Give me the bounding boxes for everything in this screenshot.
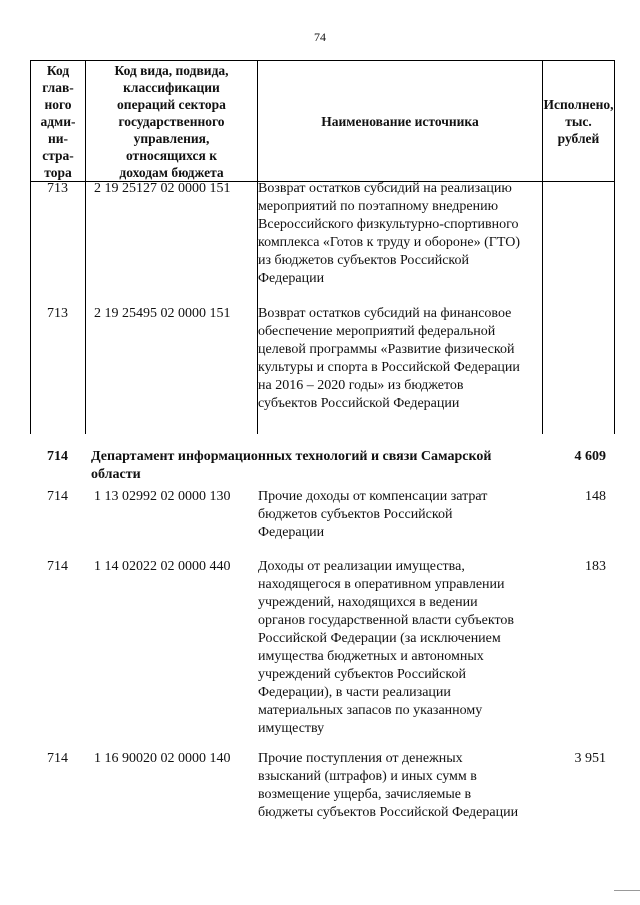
column-divider [85,180,86,434]
source-name: Возврат остатков субсидий на реализацию мероприятий по поэтапному внедрению Всероссийского физкультурно-спортивного комплекса «Готов к труду и обороне» (ГТО) из бюджетов субъектов Российской Федерации [258,181,521,286]
classification-code: 1 14 02022 02 0000 440 [94,559,231,574]
admin-code: 714 [47,559,68,574]
executed-amount: 183 [585,559,606,574]
department-name: Департамент информационных технологий и связи Самарской области [91,449,492,482]
admin-code: 714 [47,489,68,504]
header-admin-code: Код глав- ного адми- ни- стра- тора [31,61,86,181]
column-divider [614,180,615,434]
table-header [30,60,615,182]
classification-code: 2 19 25495 02 0000 151 [94,306,231,321]
page-number: 74 [314,30,326,44]
admin-code: 714 [47,449,68,464]
executed-amount: 4 609 [574,449,606,464]
header-classification-code: Код вида, подвида, классификации операций сектора государственного управления, относящихся к доходам бюджета [86,61,258,181]
admin-code: 713 [47,306,68,321]
admin-code: 714 [47,751,68,766]
admin-code: 713 [47,181,68,196]
scan-edge-line [614,890,640,891]
classification-code: 1 13 02992 02 0000 130 [94,489,231,504]
source-name: Прочие поступления от денежных взысканий (штрафов) и иных сумм в возмещение ущерба, зачисляемые в бюджеты субъектов Российской Федерации [258,751,519,820]
column-divider [542,180,543,434]
classification-code: 2 19 25127 02 0000 151 [94,181,231,196]
executed-amount: 148 [585,489,606,504]
source-name: Доходы от реализации имущества, находящегося в оперативном управлении учреждений, находящихся в ведении органов государственной власти субъектов Российской Федерации (за исключением имущества бюджетных и автономных учреждений субъектов Российской Федерации), в части реализации материальных запасов по указанному имуществу [258,559,515,736]
source-name: Прочие доходы от компенсации затрат бюджетов субъектов Российской Федерации [258,489,488,540]
header-executed-amount: Исполнено, тыс. рублей [543,61,615,181]
header-source-name: Наименование источника [258,61,543,181]
classification-code: 1 16 90020 02 0000 140 [94,751,231,766]
executed-amount: 3 951 [574,751,606,766]
source-name: Возврат остатков субсидий на финансовое обеспечение мероприятий федеральной целевой программы «Развитие физической культуры и спорта в Российской Федерации на 2016 – 2020 годы» из бюджетов субъектов Российской Федерации [258,306,520,411]
